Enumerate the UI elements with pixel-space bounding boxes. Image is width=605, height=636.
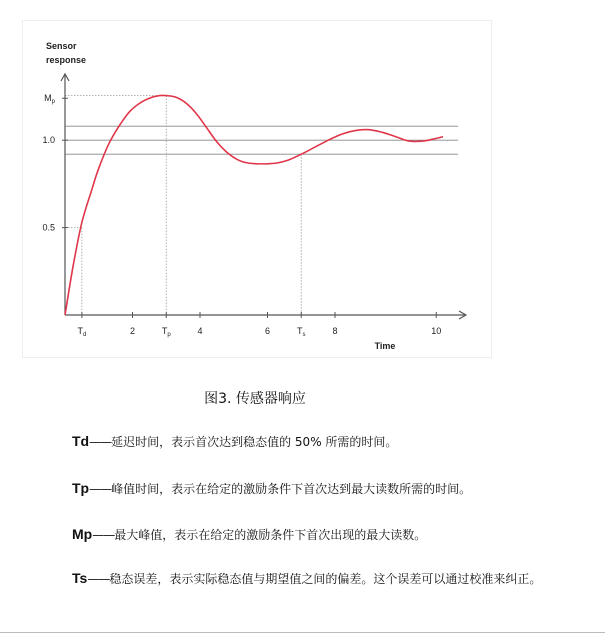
definition-mp <box>72 521 592 548</box>
x-axis-title: Time <box>374 341 396 351</box>
x-tick-label: 4 <box>197 326 203 336</box>
x-tick-label: $T_s$ <box>297 326 306 338</box>
definition-text: 延迟时间，表示首次达到稳态值的 50% 所需的时间。 <box>111 435 398 449</box>
definition-td <box>72 428 592 455</box>
x-tick-label: $T_p$ <box>161 326 171 338</box>
definition-dash: —— <box>89 482 112 496</box>
definition-ts <box>72 565 592 592</box>
y-tick-label: 0.5 <box>42 222 55 233</box>
definition-term: Ts <box>72 570 88 586</box>
x-tick-label: $T_d$ <box>77 326 87 338</box>
x-tick-label: 8 <box>332 326 338 336</box>
definition-text: 峰值时间，表示在给定的激励条件下首次达到最大读数所需的时间。 <box>111 482 472 496</box>
definition-term: Mp <box>72 526 93 542</box>
x-tick-label: 2 <box>129 326 136 336</box>
definition-text: 稳态误差，表示实际稳态值与期望值之间的偏差。这个误差可以通过校准来纠正。 <box>109 572 542 586</box>
y-axis-title-line2: response <box>46 55 87 65</box>
page-bottom-rule <box>0 632 605 633</box>
y-tick-label: $M_p$ <box>44 93 55 106</box>
definition-tp <box>72 475 592 502</box>
x-tick-label: 6 <box>264 326 271 336</box>
definition-dash: —— <box>89 435 112 449</box>
sensor-response-chart <box>23 21 491 357</box>
y-tick-label: 1.0 <box>42 135 55 146</box>
figure-panel <box>22 20 492 358</box>
definition-dash: —— <box>92 528 115 542</box>
definition-text: 最大峰值，表示在给定的激励条件下首次出现的最大读数。 <box>114 528 427 542</box>
definition-term: Tp <box>72 480 90 496</box>
y-axis-title-line1: Sensor <box>46 41 77 51</box>
x-tick-label: 10 <box>431 326 442 336</box>
figure-caption: 图3. 传感器响应 <box>204 391 306 407</box>
definition-term: Td <box>72 433 90 449</box>
definition-dash: —— <box>87 572 110 586</box>
response-curve <box>65 95 443 315</box>
